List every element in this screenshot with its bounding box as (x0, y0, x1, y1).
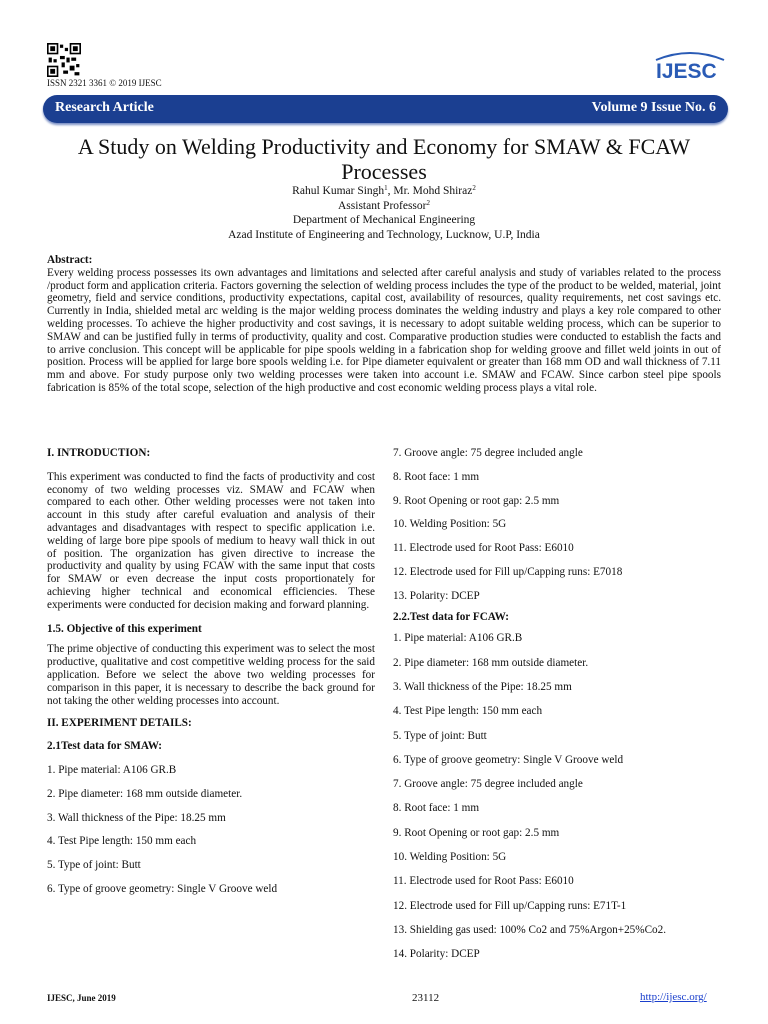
objective-heading: 1.5. Objective of this experiment (47, 622, 202, 635)
list-item: 8. Root face: 1 mm (393, 470, 480, 483)
list-item: 6. Type of groove geometry: Single V Groove weld (393, 753, 624, 766)
objective-text: The prime objective of conducting this experiment was to select the most productive, qualitative and cost competitive welding process for the said application. Before we select the above two welding processes for comparison in this paper, it is necessary to describe the back ground for not taking the other welding processes into account. (47, 643, 375, 707)
list-item: 14. Polarity: DCEP (393, 948, 480, 961)
logo-text: IJESC (656, 60, 717, 83)
author-1: Rahul Kumar Singh (292, 185, 385, 197)
footer-page-number: 23112 (412, 992, 440, 1004)
fcaw-heading: 2.2.Test data for FCAW: (393, 610, 509, 623)
author-2: Mr. Mohd Shiraz (393, 185, 473, 197)
department: Department of Mechanical Engineering (292, 214, 476, 226)
article-type: Research Article (55, 100, 154, 115)
intro-text: This experiment was conducted to find the facts of productivity and cost economy of two welding processes viz. SMAW and FCAW when compared to each other. Other welding processes were not taken into account in this study after careful evaluation and analysis of their advantages and disadvantages with respect to specific application i.e. welding of large bore pipe spools of medium to heavy wall thick in out of position. The organization has given directive to increase the productivity and quality by using FCAW with the same input that costs for SMAW or even decrease the input costs proportionately for achieving higher technical and economical efficiencies. These experiments were conducted for decision making and forward planning. (47, 470, 375, 611)
author-role (100, 199, 668, 214)
list-item: 12. Electrode used for Fill up/Capping runs: E71T-1 (393, 899, 627, 912)
list-item: 1. Pipe material: A106 GR.B (47, 763, 177, 776)
smaw-list-continued (393, 447, 723, 603)
list-item: 3. Wall thickness of the Pipe: 18.25 mm (393, 680, 572, 693)
list-item: 2. Pipe diameter: 168 mm outside diameter. (393, 656, 589, 669)
author-block (100, 184, 668, 242)
footer-journal: IJESC, June 2019 (47, 993, 116, 1003)
author-2-affil: 2 (472, 184, 476, 192)
article-banner (43, 95, 728, 123)
abstract-heading: Abstract: (47, 254, 93, 266)
abstract-text: Every welding process possesses its own advantages and limitations and selected after careful analysis and study of variables related to the process /product form and application criteria. Factors governing the selection of welding process includes the type of the product to be welded, material, joint geometry, field and service conditions, productivity expectations, capital cost, availability of resources, quality requirements, net cost savings etc. Currently in India, shielded metal arc welding is the major welding process dominates the welding industry and plays a key role compared to other welding processes. To achieve the higher productivity and cost savings, it is necessary to adopt suitable welding process, which can be superior to SMAW and can be justified fully in terms of productivity, quality and cost. Comparative production studies were conducted to establish the facts and to arrive conclusion. This concept will be applicable for pipe spools welding in a fabrication shop for welding groove and fillet weld joints in out of position. Process will be applied for large bore spools welding i.e. for Pipe diameter equivalent or greater than 168 mm OD and wall thickness of 7.11 mm and above. For study purpose only two welding processes were taken into account i.e. SMAW and FCAW. Since carbon steel pipe spools fabrication is 85% of the total scope, selection of the high productive and cost economic welding process plays a vital role. (47, 266, 721, 394)
institute: Azad Institute of Engineering and Technology, Lucknow, U.P, India (228, 228, 540, 241)
list-item: 8. Root face: 1 mm (393, 802, 480, 815)
list-item: 12. Electrode used for Fill up/Capping runs: E7018 (393, 565, 623, 578)
list-item: 5. Type of joint: Butt (47, 859, 141, 872)
intro-heading: I. INTRODUCTION: (47, 447, 151, 459)
issn-line: ISSN 2321 3361 © 2019 IJESC (47, 78, 162, 88)
role-text: Assistant Professor (338, 199, 427, 212)
list-item: 13. Shielding gas used: 100% Co2 and 75%Argon+25%Co2. (393, 923, 667, 936)
list-item: 1. Pipe material: A106 GR.B (393, 632, 523, 645)
list-item: 2. Pipe diameter: 168 mm outside diameter. (47, 787, 243, 800)
right-column (393, 447, 723, 961)
list-item: 4. Test Pipe length: 150 mm each (47, 835, 197, 848)
ijesc-logo (650, 50, 730, 84)
list-item: 11. Electrode used for Root Pass: E6010 (393, 542, 574, 555)
list-item: 9. Root Opening or root gap: 2.5 mm (393, 494, 560, 507)
list-item: 5. Type of joint: Butt (393, 729, 487, 742)
list-item: 7. Groove angle: 75 degree included angle (393, 778, 583, 791)
qr-code-icon (47, 43, 81, 77)
left-column (47, 447, 375, 896)
list-item: 3. Wall thickness of the Pipe: 18.25 mm (47, 811, 226, 824)
author-1-affil: 1 (384, 184, 388, 192)
smaw-list (47, 764, 375, 896)
author-names: Rahul Kumar Singh$^1$, Mr. Mohd Shiraz$^2$ (292, 184, 476, 197)
volume-issue: Volume 9 Issue No. 6 (591, 100, 716, 115)
footer-link[interactable]: http://ijesc.org/ (640, 991, 707, 1003)
list-item: 10. Welding Position: 5G (393, 518, 507, 531)
list-item: 6. Type of groove geometry: Single V Groove weld (47, 882, 278, 895)
list-item: 13. Polarity: DCEP (393, 589, 480, 602)
abstract-section (47, 254, 721, 395)
fcaw-list (393, 632, 723, 961)
role-affil: 2 (426, 198, 430, 207)
smaw-heading: 2.1Test data for SMAW: (47, 740, 162, 753)
experiment-heading: II. EXPERIMENT DETAILS: (47, 717, 192, 730)
paper-title: A Study on Welding Productivity and Economy for SMAW & FCAW Processes (77, 134, 691, 184)
list-item: 11. Electrode used for Root Pass: E6010 (393, 875, 574, 888)
list-item: 7. Groove angle: 75 degree included angle (393, 447, 583, 459)
list-item: 4. Test Pipe length: 150 mm each (393, 705, 543, 718)
list-item: 10. Welding Position: 5G (393, 851, 507, 864)
list-item: 9. Root Opening or root gap: 2.5 mm (393, 826, 560, 839)
